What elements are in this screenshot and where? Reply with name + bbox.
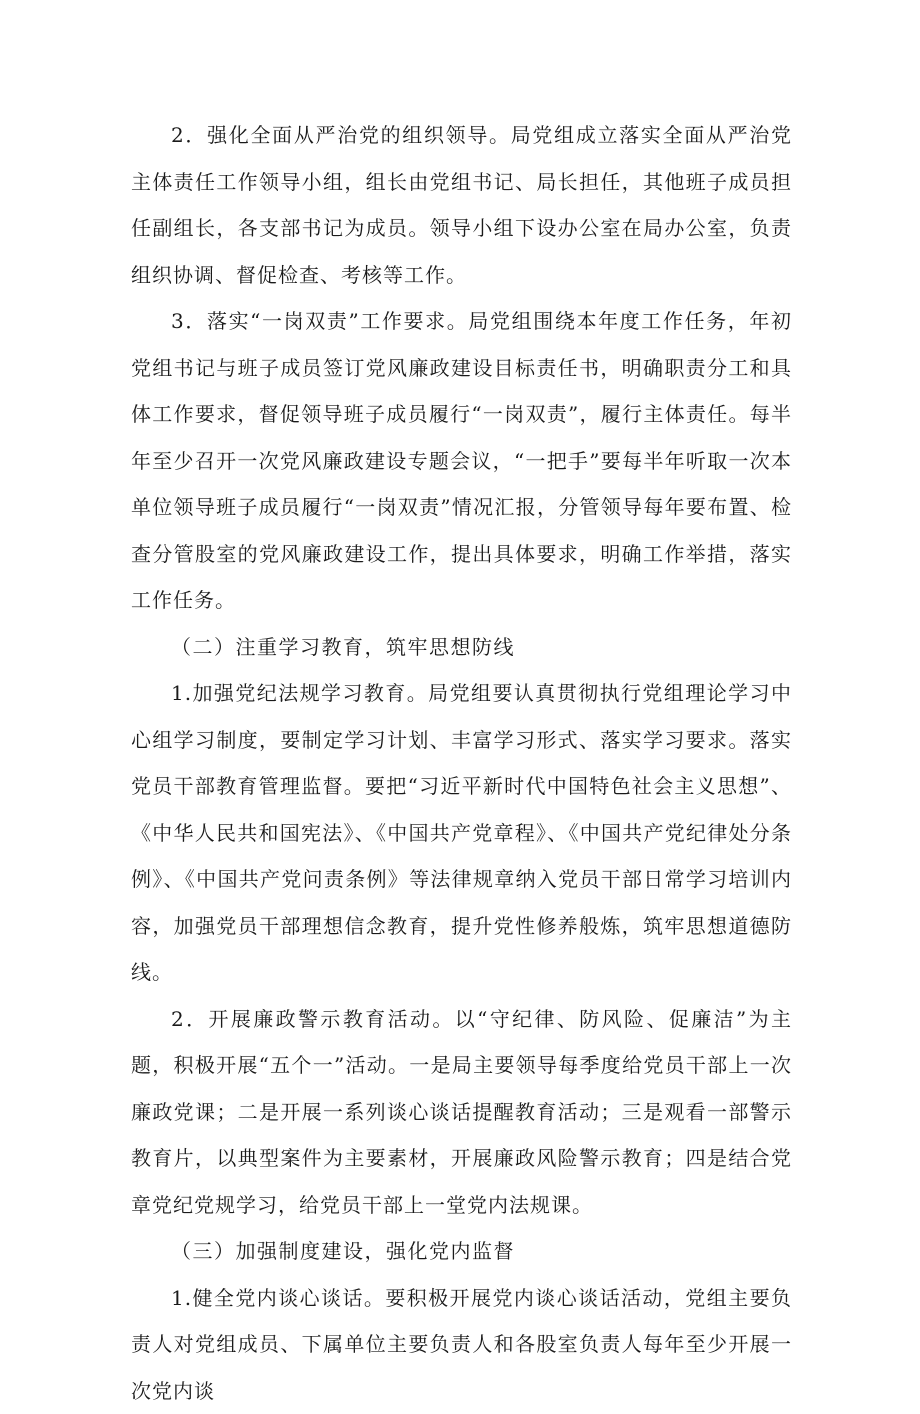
- paragraph-discipline-law-study: 1.加强党纪法规学习教育。局党组要认真贯彻执行党组理论学习中心组学习制度，要制定学习计划、丰富学习形式、落实学习要求。落实党员干部教育管理监督。要把“习近平新时代中国特色社会主义思想”、《中华人民共和国宪法》、《中国共产党章程》、《中国共产党纪律处分条例》、《中国共产党问责条例》等法律规章纳入党员干部日常学习培训内容，加强党员干部理想信念教育，提升党性修养般炼，筑牢思想道德防线。: [131, 670, 792, 996]
- section-heading-study-education: （二）注重学习教育，筑牢思想防线: [131, 624, 792, 671]
- paragraph-organization-leadership: 2．强化全面从严治党的组织领导。局党组成立落实全面从严治党主体责任工作领导小组，组长由党组书记、局长担任，其他班子成员担任副组长，各支部书记为成员。领导小组下设办公室在局办公室，负责组织协调、督促检查、考核等工作。: [131, 112, 792, 298]
- document-body: [131, 112, 792, 1414]
- paragraph-heart-to-heart-talks: 1.健全党内谈心谈话。要积极开展党内谈心谈话活动，党组主要负责人对党组成员、下属单位主要负责人和各股室负责人每年至少开展一次党内谈: [131, 1275, 792, 1414]
- section-heading-institution-building: （三）加强制度建设，强化党内监督: [131, 1228, 792, 1275]
- paragraph-warning-education: 2．开展廉政警示教育活动。以“守纪律、防风险、促廉洁”为主题，积极开展“五个一”活动。一是局主要领导每季度给党员干部上一次廉政党课；二是开展一系列谈心谈话提醒教育活动；三是观看一部警示教育片，以典型案件为主要素材，开展廉政风险警示教育；四是结合党章党纪党规学习，给党员干部上一堂党内法规课。: [131, 996, 792, 1229]
- paragraph-one-post-two-duties: 3．落实“一岗双责”工作要求。局党组围绕本年度工作任务，年初党组书记与班子成员签订党风廉政建设目标责任书，明确职责分工和具体工作要求，督促领导班子成员履行“一岗双责”，履行主体责任。每半年至少召开一次党风廉政建设专题会议，“一把手”要每半年听取一次本单位领导班子成员履行“一岗双责”情况汇报，分管领导每年要布置、检查分管股室的党风廉政建设工作，提出具体要求，明确工作举措，落实工作任务。: [131, 298, 792, 624]
